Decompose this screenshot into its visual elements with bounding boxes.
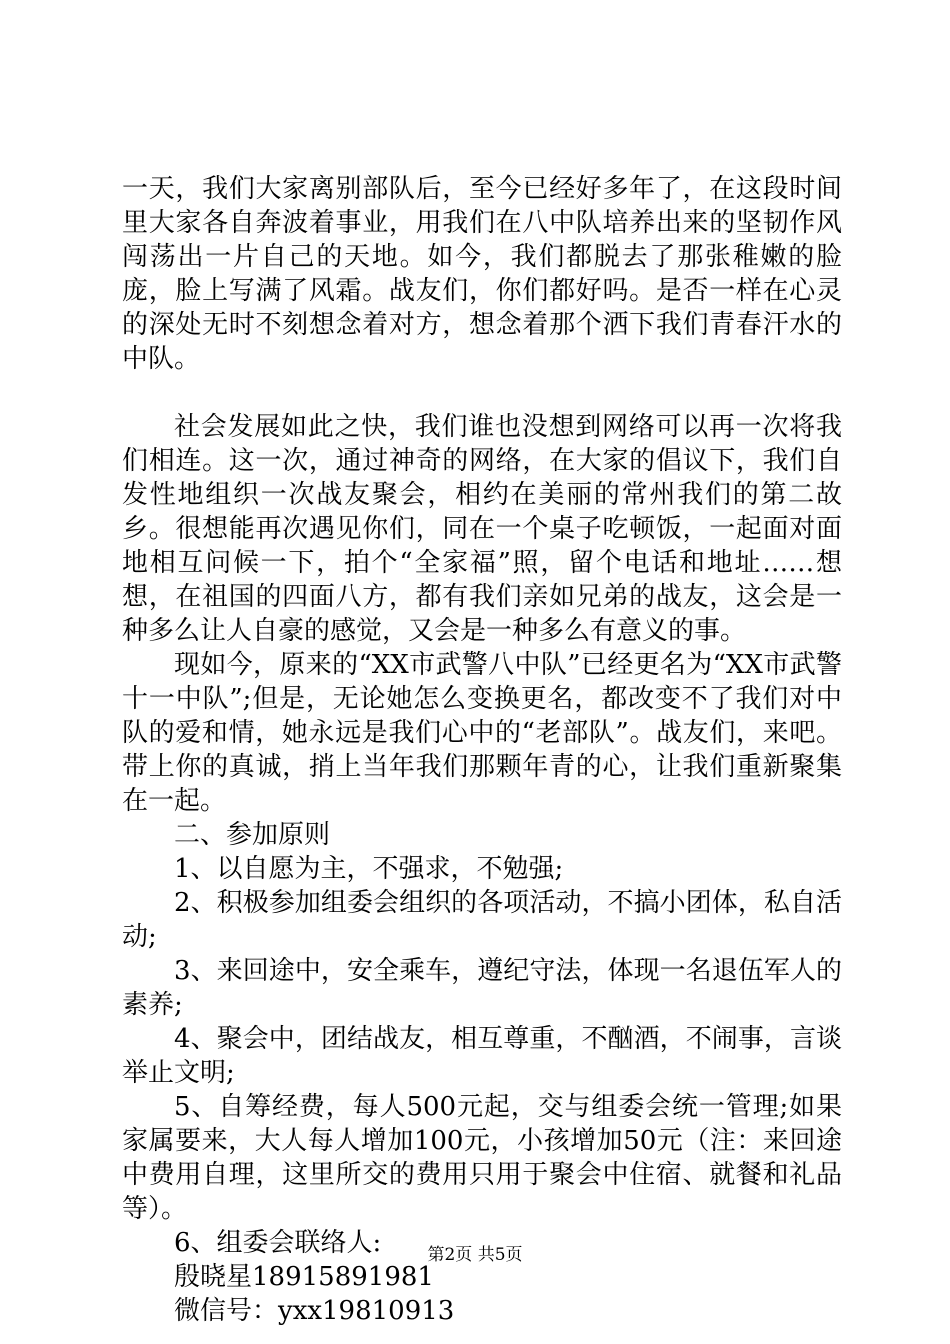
principle-item-3: 3、来回途中，安全乘车，遵纪守法，体现一名退伍军人的素养; bbox=[122, 956, 842, 1020]
contact-heading: 6、组委会联络人: bbox=[174, 1228, 382, 1258]
contact-name-phone: 殷晓星18915891981 bbox=[174, 1262, 434, 1292]
principle-item-2: 2、积极参加组委会组织的各项活动，不搞小团体，私自活动; bbox=[122, 888, 842, 952]
section-heading-principles: 二、参加原则 bbox=[174, 820, 331, 850]
principle-item-5: 5、自筹经费，每人500元起，交与组委会统一管理;如果家属要来，大人每人增加100元，小孩增加50元（注：来回途中费用自理，这里所交的费用只用于聚会中住宿、就餐和礼品等）。 bbox=[122, 1092, 842, 1224]
principle-item-1: 1、以自愿为主，不强求，不勉强; bbox=[174, 854, 564, 884]
paragraph-intro: 一天，我们大家离别部队后，至今已经好多年了，在这段时间里大家各自奔波着事业，用我们在八中队培养出来的坚韧作风闯荡出一片自己的天地。如今，我们都脱去了那张稚嫩的脸庞，脸上写满了风霜。战友们，你们都好吗。是否一样在心灵的深处无时不刻想念着对方，想念着那个洒下我们青春汗水的中队。 bbox=[122, 174, 842, 374]
document-body bbox=[122, 172, 842, 1328]
principle-item-4: 4、聚会中，团结战友，相互尊重，不酗酒，不闹事，言谈举止文明; bbox=[122, 1024, 842, 1088]
paragraph-unit-rename: 现如今，原来的“XX市武警八中队”已经更名为“XX市武警十一中队”;但是，无论她怎么变换更名，都改变不了我们对中队的爱和情，她永远是我们心中的“老部队”。战友们，来吧。带上你的真诚，捎上当年我们那颗年青的心，让我们重新聚集在一起。 bbox=[122, 650, 842, 816]
contact-wechat: 微信号：yxx19810913 bbox=[174, 1296, 455, 1326]
paragraph-reunion: 社会发展如此之快，我们谁也没想到网络可以再一次将我们相连。这一次，通过神奇的网络，在大家的倡议下，我们自发性地组织一次战友聚会，相约在美丽的常州我们的第二故乡。很想能再次遇见你们，同在一个桌子吃顿饭，一起面对面地相互问候一下，拍个“全家福”照，留个电话和地址……想想，在祖国的四面八方，都有我们亲如兄弟的战友，这会是一种多么让人自豪的感觉，又会是一种多么有意义的事。 bbox=[122, 412, 842, 646]
page-footer: 第2页 共5页 bbox=[427, 1245, 523, 1265]
paragraph-gap bbox=[122, 376, 842, 410]
